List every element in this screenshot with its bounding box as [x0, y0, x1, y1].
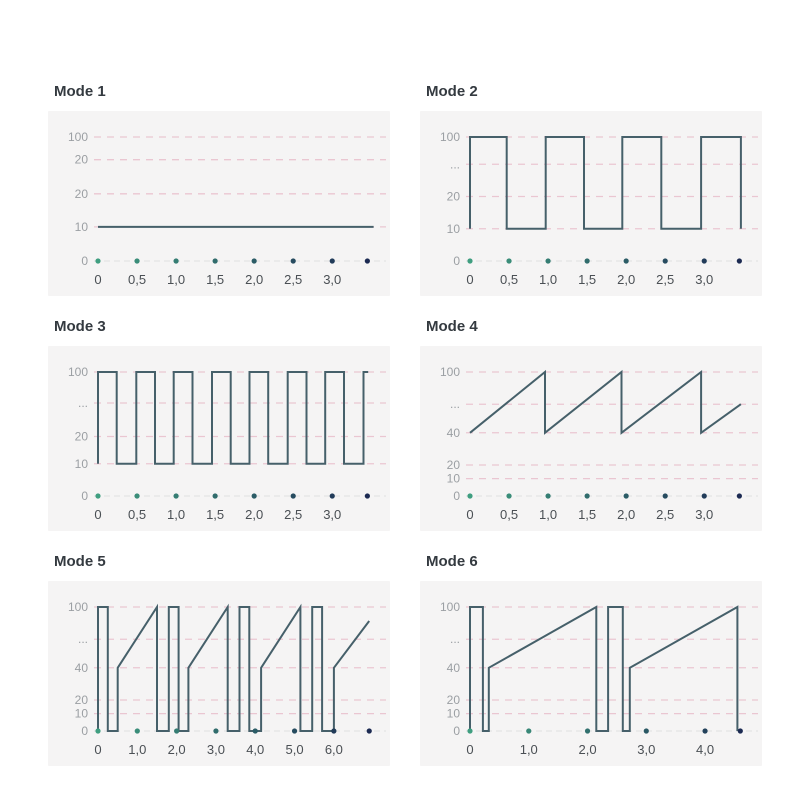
x-axis-label: 1,5 [578, 272, 597, 287]
axis-dot [135, 728, 140, 733]
axis-dot [95, 728, 100, 733]
chart-title: Mode 4 [426, 318, 478, 335]
chart-title: Mode 2 [426, 83, 478, 100]
y-axis-label: 10 [74, 456, 88, 471]
axis-dot [252, 258, 257, 263]
y-axis-label: 0 [453, 724, 460, 738]
y-axis-label: 40 [446, 425, 460, 440]
y-axis-label: 20 [74, 152, 88, 167]
axis-dot [330, 493, 335, 498]
x-axis-label: 2,0 [617, 507, 636, 522]
waveform-line [470, 137, 741, 229]
axis-dot [291, 258, 296, 263]
y-axis-label: 20 [446, 458, 460, 472]
axis-dot [738, 728, 743, 733]
x-axis-label: 1,5 [206, 272, 225, 287]
chart-card-mode-1 [48, 83, 390, 296]
axis-dot [585, 493, 590, 498]
x-axis-label: 3,0 [695, 272, 714, 287]
x-axis-label: 0,5 [500, 272, 519, 287]
y-axis-label: 100 [67, 130, 88, 144]
y-axis-label: 10 [446, 221, 460, 236]
axis-dot [624, 258, 629, 263]
axis-dot [252, 493, 257, 498]
chart-panel-mode-1[interactable] [48, 111, 390, 296]
axis-dot [737, 493, 742, 498]
axis-dot [213, 493, 218, 498]
x-axis-label: 1,0 [167, 507, 186, 522]
x-axis-label: 2,0 [578, 742, 597, 757]
axis-dot [291, 493, 296, 498]
y-axis-label: 20 [74, 186, 88, 201]
axis-dot [331, 728, 336, 733]
chart-panel-mode-5[interactable] [48, 581, 390, 766]
axis-dot [506, 493, 511, 498]
chart-title: Mode 3 [54, 318, 106, 335]
chart-title: Mode 6 [426, 553, 478, 570]
chart-title: Mode 1 [54, 83, 106, 100]
x-axis-label: 0 [94, 507, 102, 522]
y-axis-label: 40 [74, 660, 88, 675]
axis-dot [365, 258, 370, 263]
axis-dot [702, 728, 707, 733]
x-axis-label: 0 [466, 272, 474, 287]
y-axis-label: 0 [81, 254, 88, 268]
axis-dot [213, 258, 218, 263]
axis-dot [173, 493, 178, 498]
axis-dot [526, 728, 531, 733]
y-axis-label: 0 [81, 724, 88, 738]
axis-dot [585, 728, 590, 733]
x-axis-label: 4,0 [696, 742, 715, 757]
axis-dot [134, 258, 139, 263]
x-axis-label: 1,0 [539, 507, 558, 522]
x-axis-label: 1,5 [206, 507, 225, 522]
x-axis-label: 1,0 [519, 742, 538, 757]
x-axis-label: 2,0 [245, 272, 264, 287]
y-axis-label: 100 [439, 130, 460, 144]
chart-panel-mode-2[interactable] [420, 111, 762, 296]
axis-dot [330, 258, 335, 263]
waveform-line [470, 372, 741, 433]
x-axis-label: 0 [94, 272, 102, 287]
y-axis-label: ... [449, 632, 460, 647]
x-axis-label: 3,0 [206, 742, 225, 757]
chart-panel-mode-3[interactable] [48, 346, 390, 531]
axis-dot [644, 728, 649, 733]
axis-dot [95, 493, 100, 498]
axis-dot [174, 728, 179, 733]
axis-dot [467, 493, 472, 498]
y-axis-label: ... [77, 396, 88, 410]
waveform-line [98, 372, 368, 464]
y-axis-label: ... [449, 397, 460, 412]
axis-dot [95, 258, 100, 263]
chart-card-mode-3 [48, 318, 390, 531]
x-axis-label: 4,0 [246, 742, 265, 757]
axis-dot [585, 258, 590, 263]
axis-dot [545, 258, 550, 263]
y-axis-label: ... [449, 157, 460, 172]
chart-card-mode-4 [420, 318, 762, 531]
y-axis-label: 10 [74, 219, 88, 234]
waveform-line [98, 607, 369, 731]
x-axis-label: 2,5 [656, 272, 675, 287]
axis-dot [367, 728, 372, 733]
y-axis-label: 10 [74, 706, 88, 721]
x-axis-label: 1,0 [539, 272, 558, 287]
axis-dot [467, 728, 472, 733]
chart-card-mode-5 [48, 553, 390, 766]
axis-dot [663, 258, 668, 263]
x-axis-label: 2,5 [284, 507, 303, 522]
chart-svg [420, 111, 762, 296]
chart-panel-mode-4[interactable] [420, 346, 762, 531]
x-axis-label: 3,0 [637, 742, 656, 757]
x-axis-label: 1,0 [128, 742, 147, 757]
x-axis-label: 0 [466, 742, 474, 757]
y-axis-label: 0 [453, 254, 460, 268]
x-axis-label: 1,5 [578, 507, 597, 522]
x-axis-label: 0 [466, 507, 474, 522]
y-axis-label: 0 [453, 489, 460, 503]
x-axis-label: 5,0 [285, 742, 304, 757]
axis-dot [467, 258, 472, 263]
y-axis-label: 10 [446, 706, 460, 721]
x-axis-label: 0,5 [128, 272, 147, 287]
axis-dot [253, 728, 258, 733]
x-axis-label: 2,5 [656, 507, 675, 522]
axis-dot [365, 493, 370, 498]
x-axis-label: 0 [94, 742, 102, 757]
x-axis-label: 2,0 [245, 507, 264, 522]
y-axis-label: 20 [446, 693, 460, 707]
axis-dot [506, 258, 511, 263]
y-axis-label: 100 [439, 600, 460, 614]
axis-dot [173, 258, 178, 263]
y-axis-label: 100 [439, 365, 460, 379]
waveform-line [470, 607, 737, 731]
x-axis-label: 3,0 [323, 507, 342, 522]
x-axis-label: 2,0 [617, 272, 636, 287]
chart-card-mode-6 [420, 553, 762, 766]
axis-dot [663, 493, 668, 498]
x-axis-label: 3,0 [695, 507, 714, 522]
x-axis-label: 1,0 [167, 272, 186, 287]
axis-dot [545, 493, 550, 498]
y-axis-label: 100 [67, 365, 88, 379]
chart-card-mode-2 [420, 83, 762, 296]
axis-dot [292, 728, 297, 733]
x-axis-label: 2,5 [284, 272, 303, 287]
y-axis-label: 20 [446, 189, 460, 204]
x-axis-label: 3,0 [323, 272, 342, 287]
x-axis-label: 6,0 [324, 742, 343, 757]
x-axis-label: 0,5 [128, 507, 147, 522]
y-axis-label: 0 [81, 489, 88, 503]
axis-dot [737, 258, 742, 263]
axis-dot [134, 493, 139, 498]
axis-dot [702, 493, 707, 498]
y-axis-label: 20 [74, 693, 88, 707]
y-axis-label: 40 [446, 660, 460, 675]
chart-svg [48, 346, 390, 531]
axis-dot [624, 493, 629, 498]
x-axis-label: 0,5 [500, 507, 519, 522]
chart-svg [420, 346, 762, 531]
y-axis-label: 10 [446, 471, 460, 486]
chart-svg [48, 581, 390, 766]
axis-dot [702, 258, 707, 263]
chart-svg [48, 111, 390, 296]
axis-dot [213, 728, 218, 733]
y-axis-label: 20 [74, 429, 88, 444]
y-axis-label: ... [77, 632, 88, 647]
chart-svg [420, 581, 762, 766]
chart-panel-mode-6[interactable] [420, 581, 762, 766]
x-axis-label: 2,0 [167, 742, 186, 757]
chart-title: Mode 5 [54, 553, 106, 570]
y-axis-label: 100 [67, 600, 88, 614]
